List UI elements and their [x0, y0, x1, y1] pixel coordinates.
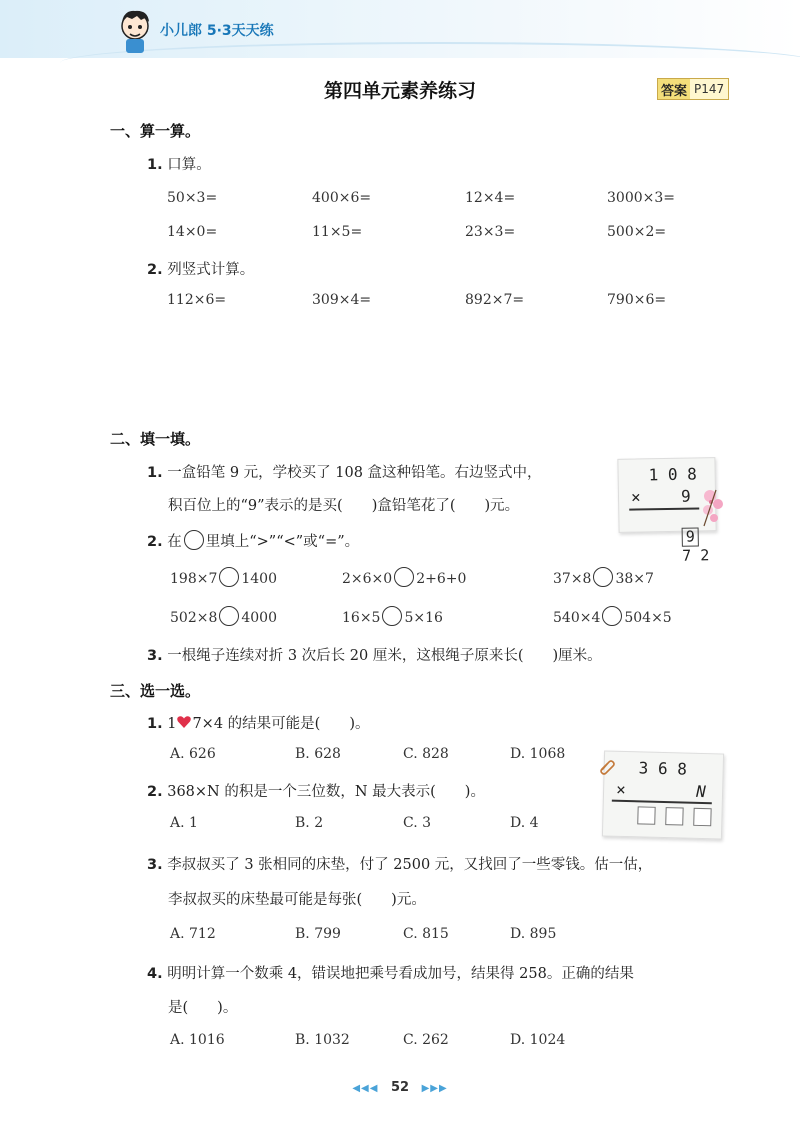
question-text: 口算。 [167, 157, 211, 173]
boxed-digit: 9 [682, 527, 699, 546]
compare-right: 4000 [241, 610, 277, 626]
compare-item [170, 606, 277, 626]
question-text: 列竖式计算。 [167, 262, 255, 278]
vertical-multiplier: N [695, 781, 706, 802]
question-number: 3. [147, 857, 163, 873]
heart-icon [176, 714, 192, 730]
option-a[interactable]: A. 712 [170, 926, 216, 942]
page-number: 52 [390, 1080, 410, 1095]
option-b[interactable]: B. 1032 [295, 1032, 350, 1048]
answer-circle[interactable] [394, 567, 414, 587]
option-d[interactable]: D. 895 [510, 926, 557, 942]
option-c[interactable]: C. 828 [403, 746, 449, 762]
section-3-title: 三、选一选。 [110, 682, 201, 700]
question-number: 1. [147, 465, 163, 481]
s2-q1-line1 [147, 461, 542, 482]
option-a[interactable]: A. 1016 [170, 1032, 225, 1048]
s2-q2 [147, 530, 359, 551]
compare-left: 37×8 [553, 571, 592, 587]
question-number: 2. [147, 534, 163, 550]
left-arrows-icon: ◀◀◀ [352, 1083, 379, 1094]
answer-circle[interactable] [382, 606, 402, 626]
question-number: 2. [147, 784, 163, 800]
compare-left: 502×8 [170, 610, 218, 626]
compare-left: 198×7 [170, 571, 218, 587]
s3-q3-line1 [147, 853, 652, 874]
answer-circle[interactable] [219, 567, 239, 587]
s1-q1 [147, 153, 211, 174]
compare-left: 540×4 [553, 610, 601, 626]
compare-item [342, 606, 443, 626]
question-number: 1. [147, 157, 163, 173]
question-number: 3. [147, 648, 163, 664]
s2-q1-line2: 积百位上的“9”表示的是买( )盒铅笔花了( )元。 [168, 498, 520, 514]
answer-circle[interactable] [219, 606, 239, 626]
question-text: 李叔叔买了 3 张相同的床垫，付了 2500 元，又找回了一些零钱。估一估， [167, 857, 653, 873]
option-d[interactable]: D. 4 [510, 815, 539, 831]
section-2-title: 二、填一填。 [110, 430, 201, 448]
empty-digit-box [693, 808, 711, 826]
s3-q4-line1 [147, 962, 634, 983]
page-footer [0, 1080, 800, 1095]
question-text: 368×N 的积是一个三位数，N 最大表示( )。 [167, 784, 485, 800]
empty-digit-box [665, 807, 683, 825]
option-b[interactable]: B. 799 [295, 926, 341, 942]
question-prefix: 在 [167, 534, 182, 550]
question-number: 1. [147, 716, 163, 732]
s1-q2 [147, 258, 254, 279]
question-number: 4. [147, 966, 163, 982]
compare-item [170, 567, 277, 587]
vertical-calc-card-2 [602, 750, 724, 839]
empty-digit-box [637, 806, 655, 824]
expression: 892×7= [465, 292, 525, 308]
compare-left: 16×5 [342, 610, 381, 626]
answer-circle[interactable] [602, 606, 622, 626]
section-1-title: 一、算一算。 [110, 122, 201, 140]
expression: 400×6= [312, 190, 372, 206]
s3-q1 [147, 712, 369, 733]
compare-right: 38×7 [615, 571, 654, 587]
compare-item [553, 567, 654, 587]
expression: 500×2= [607, 224, 667, 240]
s2-q3 [147, 644, 602, 665]
compare-right: 2+6+0 [416, 571, 467, 587]
question-number: 2. [147, 262, 163, 278]
vertical-times: × [630, 487, 641, 507]
expression: 50×3= [167, 190, 218, 206]
expression: 309×4= [312, 292, 372, 308]
expression: 112×6= [167, 292, 227, 308]
option-d[interactable]: D. 1024 [510, 1032, 566, 1048]
option-a[interactable]: A. 1 [170, 815, 198, 831]
expression: 14×0= [167, 224, 218, 240]
expression: 23×3= [465, 224, 516, 240]
option-c[interactable]: C. 262 [403, 1032, 449, 1048]
answer-reference [657, 78, 729, 100]
expression: 12×4= [465, 190, 516, 206]
expression: 3000×3= [607, 190, 675, 206]
question-suffix: 7×4 的结果可能是( )。 [192, 716, 370, 732]
question-text: 一盒铅笔 9 元，学校买了 108 盒这种铅笔。右边竖式中， [167, 465, 542, 481]
option-b[interactable]: B. 628 [295, 746, 341, 762]
option-c[interactable]: C. 815 [403, 926, 449, 942]
option-a[interactable]: A. 626 [170, 746, 216, 762]
flower-icon [696, 486, 728, 528]
question-text: 明明计算一个数乘 4，错误地把乘号看成加号，结果得 258。正确的结果 [167, 966, 634, 982]
compare-right: 1400 [241, 571, 277, 587]
option-b[interactable]: B. 2 [295, 815, 324, 831]
compare-item [553, 606, 672, 626]
compare-right: 504×5 [624, 610, 672, 626]
compare-left: 2×6×0 [342, 571, 393, 587]
result-rest: 7 2 [682, 546, 710, 565]
question-text: 一根绳子连续对折 3 次后长 20 厘米，这根绳子原来长( )厘米。 [167, 648, 602, 664]
answer-circle [184, 530, 204, 550]
compare-right: 5×16 [404, 610, 443, 626]
s3-q3-line2: 李叔叔买的床垫最可能是每张( )元。 [168, 892, 426, 908]
answer-page: P147 [690, 79, 728, 99]
option-d[interactable]: D. 1068 [510, 746, 566, 762]
answer-circle[interactable] [593, 567, 613, 587]
s3-q2 [147, 780, 485, 801]
answer-label: 答案 [661, 83, 688, 99]
option-c[interactable]: C. 3 [403, 815, 432, 831]
vertical-line1: 3 6 8 [638, 758, 688, 779]
vertical-multiplier: 9 [680, 486, 691, 506]
expression: 790×6= [607, 292, 667, 308]
brand-logo: 小儿郎 5·3天天练 [160, 23, 274, 39]
compare-item [342, 567, 466, 587]
vertical-line1: 1 0 8 [648, 464, 697, 485]
vertical-times: × [615, 779, 627, 800]
right-arrows-icon: ▶▶▶ [421, 1083, 448, 1094]
question-suffix: 里填上“>”“<”或“=”。 [205, 534, 360, 550]
paperclip-icon [598, 758, 616, 776]
page-title: 第四单元素养练习 [323, 80, 476, 102]
s3-q4-line2: 是( )。 [168, 1000, 238, 1016]
mascot-icon [112, 6, 158, 56]
expression: 11×5= [312, 224, 363, 240]
question-prefix: 1 [167, 716, 177, 732]
